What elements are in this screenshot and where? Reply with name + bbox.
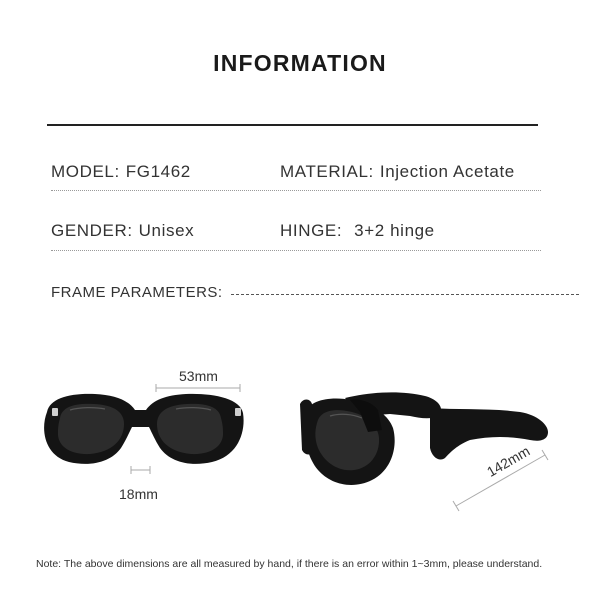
spec-material-label: MATERIAL: — [280, 162, 374, 181]
measurement-note: Note: The above dimensions are all measured by hand, if there is an error within 1~3mm, please understand. — [36, 558, 543, 570]
spec-gender-label: GENDER: — [51, 221, 133, 240]
spec-hinge-label: HINGE: — [280, 221, 343, 240]
front-frame — [44, 394, 244, 464]
side-view-glasses — [300, 392, 548, 485]
page-title: INFORMATION — [213, 50, 387, 76]
spec-hinge-value: 3+2 hinge — [354, 221, 435, 240]
spec-model-value: FG1462 — [125, 162, 191, 181]
spec-model-label: MODEL: — [51, 162, 120, 181]
temple-length-label: 142mm — [484, 442, 533, 480]
spec-gender-value: Unisex — [138, 221, 195, 240]
bridge-width-label: 18mm — [119, 486, 158, 502]
frame-parameters-label: FRAME PARAMETERS: — [51, 284, 223, 301]
spec-material-value: Injection Acetate — [379, 162, 515, 181]
lens-width-label: 53mm — [179, 368, 218, 384]
